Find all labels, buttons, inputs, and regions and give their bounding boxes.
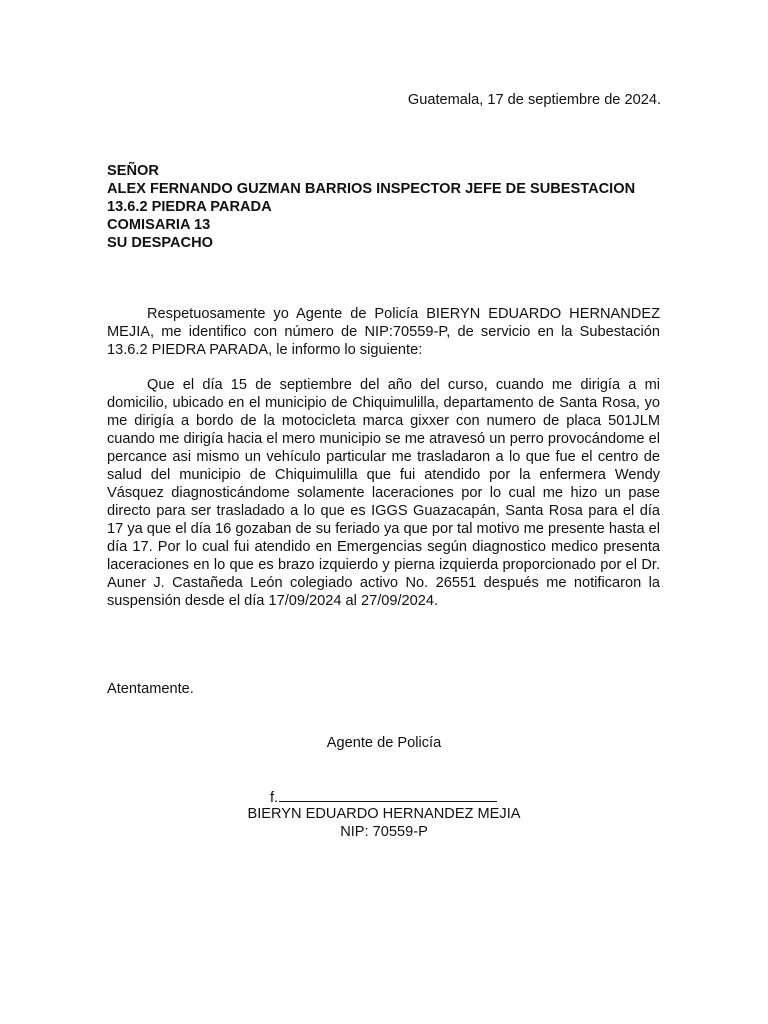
addressee-substation: 13.6.2 PIEDRA PARADA bbox=[107, 199, 272, 215]
signatory-nip: NIP: 70559-P bbox=[340, 824, 428, 840]
addressee-salutation: SEÑOR bbox=[107, 163, 159, 179]
body-paragraph-2-wrapper bbox=[107, 376, 660, 610]
body-paragraph-1-wrapper bbox=[107, 305, 660, 359]
date-line: Guatemala, 17 de septiembre de 2024. bbox=[407, 92, 661, 108]
signature-line bbox=[270, 787, 497, 807]
closing-line: Atentamente. bbox=[107, 681, 194, 697]
addressee-block bbox=[107, 162, 667, 252]
addressee-commissariat: COMISARIA 13 bbox=[107, 217, 211, 233]
signature-role: Agente de Policía bbox=[326, 735, 442, 751]
body-paragraph-1: Respetuosamente yo Agente de Policía BIERYN EDUARDO HERNANDEZ MEJIA, me identifico con número de NIP:70559-P, de servicio en la Subestación 13.6.2 PIEDRA PARADA, le informo lo siguiente: bbox=[107, 306, 660, 358]
signatory-name: BIERYN EDUARDO HERNANDEZ MEJIA bbox=[247, 806, 521, 822]
addressee-name-title: ALEX FERNANDO GUZMAN BARRIOS INSPECTOR JEFE DE SUBESTACION bbox=[107, 181, 636, 197]
body-paragraph-2: Que el día 15 de septiembre del año del curso, cuando me dirigía a mi domicilio, ubicado en el municipio de Chiquimulilla, departamento de Santa Rosa, yo me dirigía a bordo de la motocicleta marca gixxer con numero de placa 501JLM cuando me dirigía hacia el mero municipio se me atravesó un perro provocándome el percance asi mismo un vehículo particular me trasladaron a lo que fue el centro de salud del municipio de Chiquimulilla que fui atendido por la enfermera Wendy Vásquez diagnosticándome solamente laceraciones por lo cual me hizo un pase directo para ser trasladado a lo que es IGGS Guazacapán, Santa Rosa para el día 17 ya que el día 16 gozaban de su feriado ya que por tal motivo me presente hasta el día 17. Por lo cual fui atendido en Emergencias según diagnostico medico presenta laceraciones en lo que es brazo izquierdo y pierna izquierda proporcionado por el Dr. Auner J. Castañeda León colegiado activo No. 26551 después me notificaron la suspensión desde el día 17/09/2024 al 27/09/2024. bbox=[107, 377, 660, 609]
addressee-office: SU DESPACHO bbox=[107, 235, 213, 251]
signature-prefix: f. bbox=[270, 790, 279, 806]
signature-rule bbox=[279, 787, 497, 802]
